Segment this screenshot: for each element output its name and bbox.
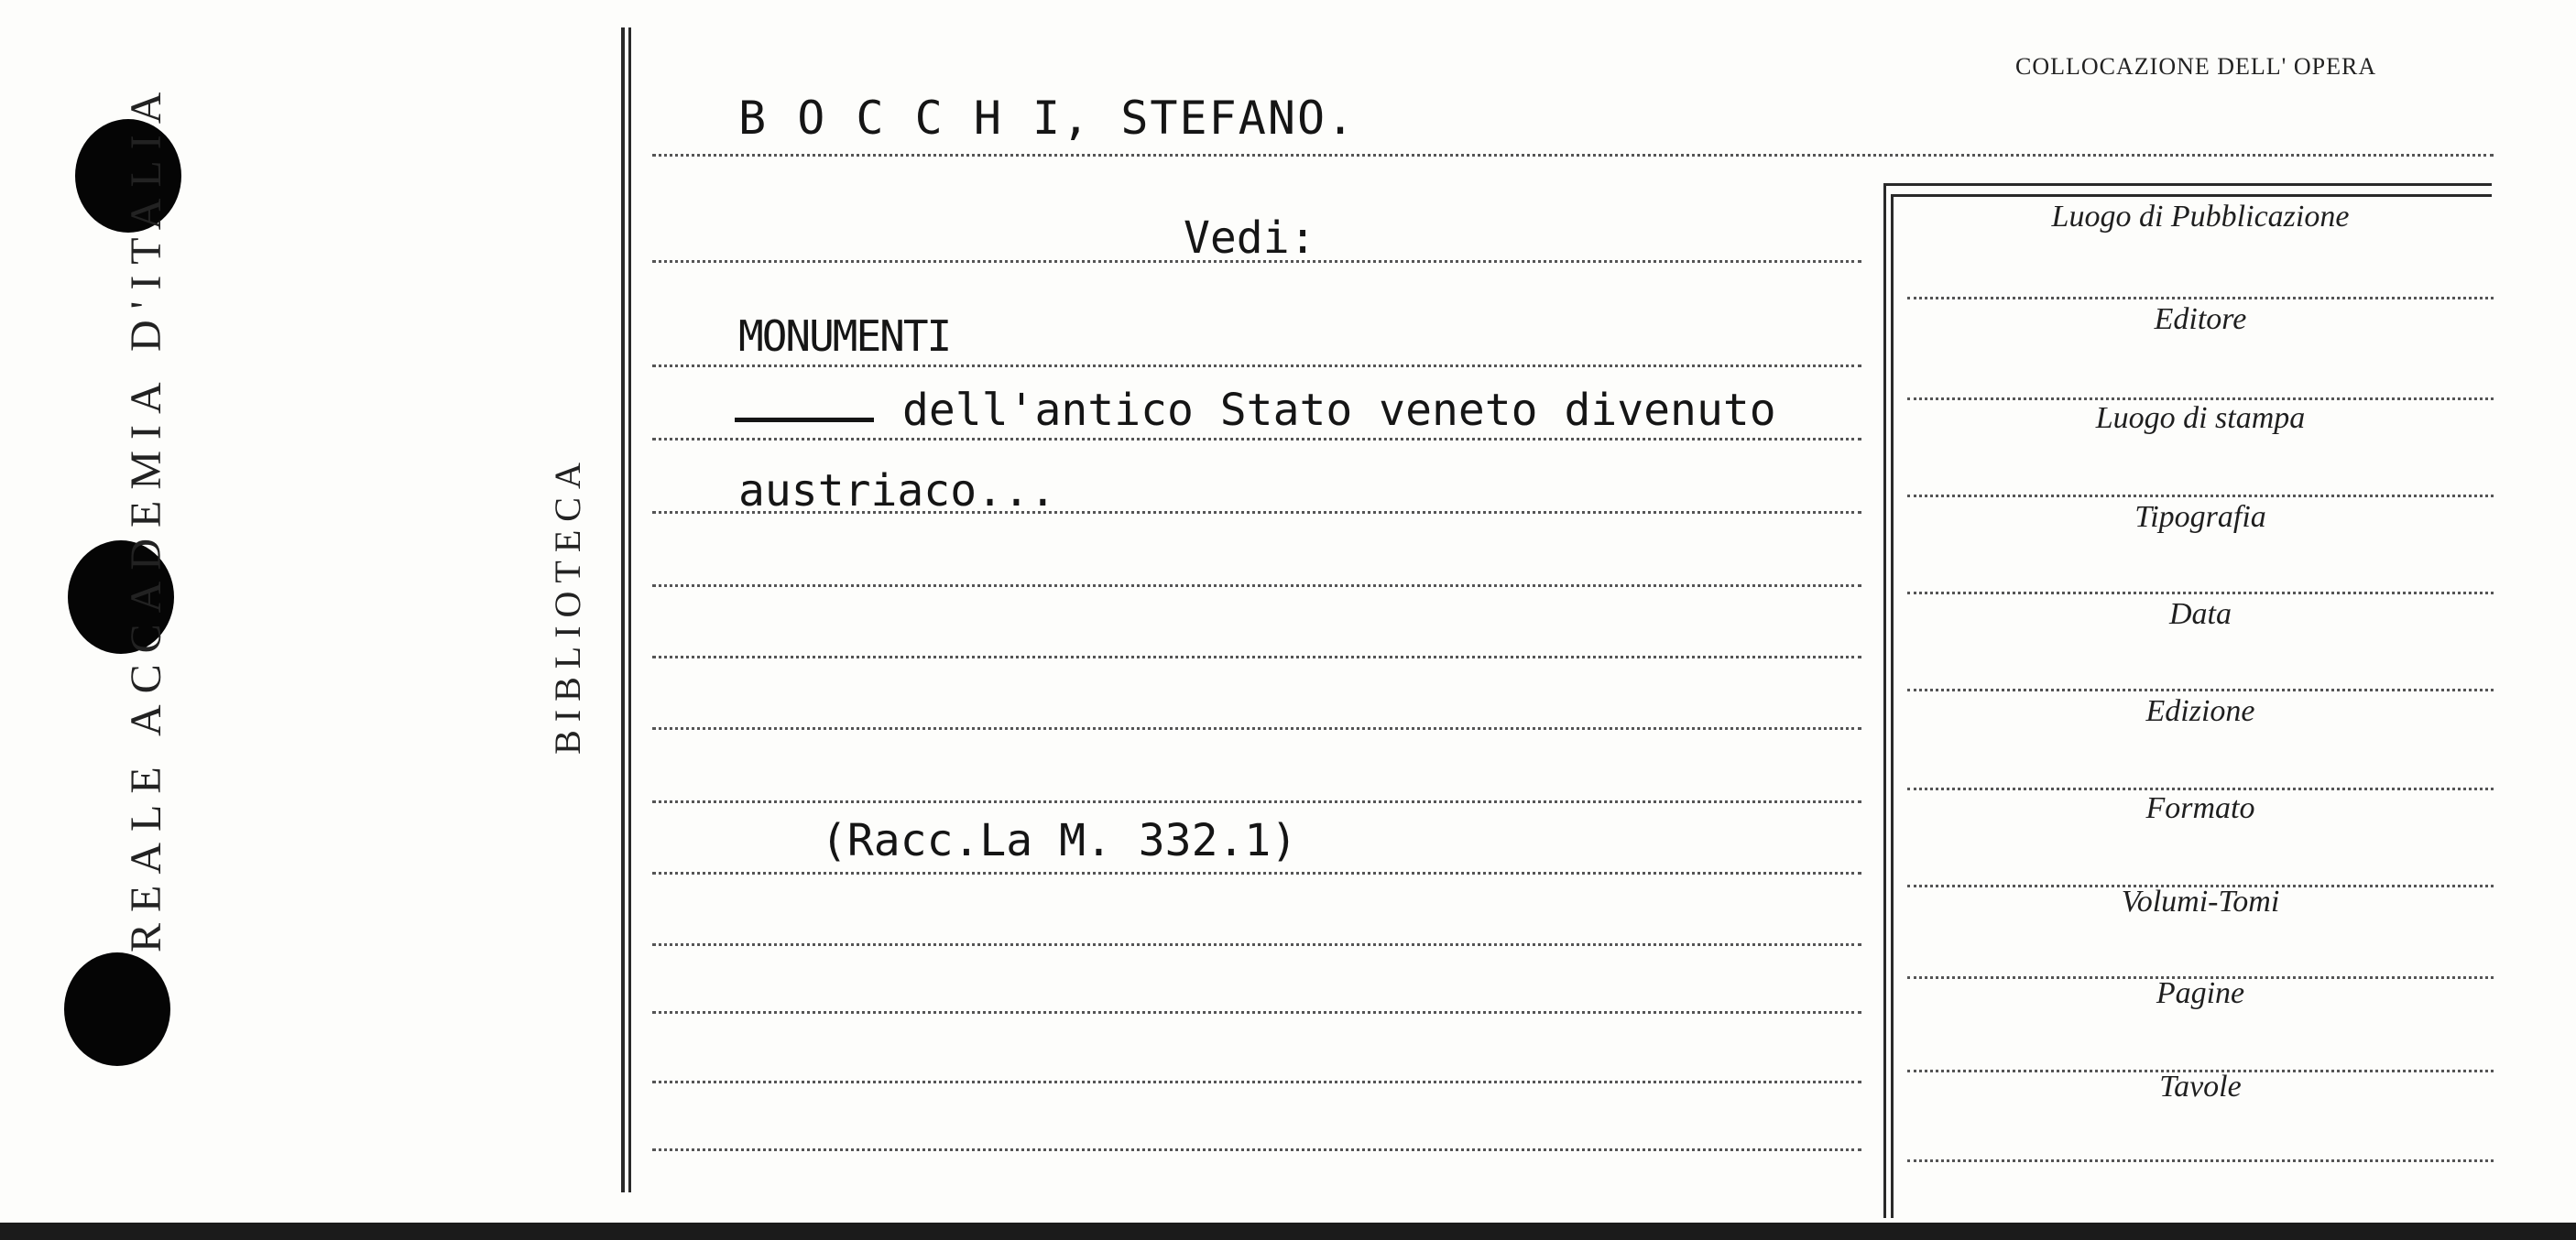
shelfmark: (Racc.La M. 332.1)	[821, 815, 1298, 866]
title-continuation: austriaco...	[738, 465, 1056, 517]
institution-text: REALE ACCADEMIA D'ITALIA	[122, 81, 170, 952]
fields-frame	[1883, 183, 2492, 186]
field-pagine: Pagine	[2156, 976, 2245, 1010]
author-heading: B O C C H I, STEFANO.	[738, 92, 1357, 145]
ruled-line	[652, 1081, 1861, 1083]
title-heading: MONUMENTI	[738, 311, 951, 361]
collocation-header: COLLOCAZIONE DELL' OPERA	[2015, 53, 2377, 80]
ditto-dash	[735, 418, 874, 422]
field-line	[1907, 495, 2494, 497]
field-line	[1907, 689, 2494, 691]
field-editore: Editore	[2154, 302, 2247, 336]
ruled-line	[652, 943, 1861, 946]
field-formato: Formato	[2145, 791, 2255, 825]
ruled-line	[652, 1148, 1861, 1151]
ruled-line	[652, 727, 1861, 730]
ruled-line	[652, 800, 1861, 803]
field-luogo-pubblicazione: Luogo di Pubblicazione	[2051, 200, 2350, 234]
ruled-line	[652, 364, 1861, 367]
fields-frame	[1891, 194, 2492, 197]
field-luogo-stampa: Luogo di stampa	[2095, 401, 2306, 435]
ruled-line	[652, 154, 2494, 157]
field-data: Data	[2169, 597, 2232, 631]
fields-frame	[1891, 194, 1894, 1218]
institution-label	[119, 81, 174, 952]
ruled-line	[652, 438, 1861, 441]
ruled-line	[652, 1011, 1861, 1014]
title-subtitle: dell'antico Stato veneto divenuto	[902, 385, 1776, 436]
ruled-line	[652, 872, 1861, 875]
field-edizione: Edizione	[2145, 694, 2255, 728]
field-line	[1907, 297, 2494, 299]
ruled-line	[652, 656, 1861, 658]
field-tavole: Tavole	[2159, 1070, 2242, 1104]
see-reference: Vedi:	[1184, 212, 1316, 264]
field-volumi-tomi: Volumi-Tomi	[2121, 885, 2280, 919]
field-tipografia: Tipografia	[2134, 500, 2266, 534]
punch-hole	[64, 952, 170, 1066]
department-label	[545, 375, 591, 833]
ruled-line	[652, 584, 1861, 587]
margin-rule	[621, 27, 625, 1192]
margin-rule	[628, 27, 631, 1192]
card-bottom-edge	[0, 1223, 2576, 1240]
field-line	[1907, 1159, 2494, 1162]
fields-frame	[1883, 183, 1886, 1218]
field-line	[1907, 788, 2494, 790]
field-line	[1907, 592, 2494, 594]
field-line	[1907, 397, 2494, 400]
department-text: BIBLIOTECA	[547, 454, 588, 755]
